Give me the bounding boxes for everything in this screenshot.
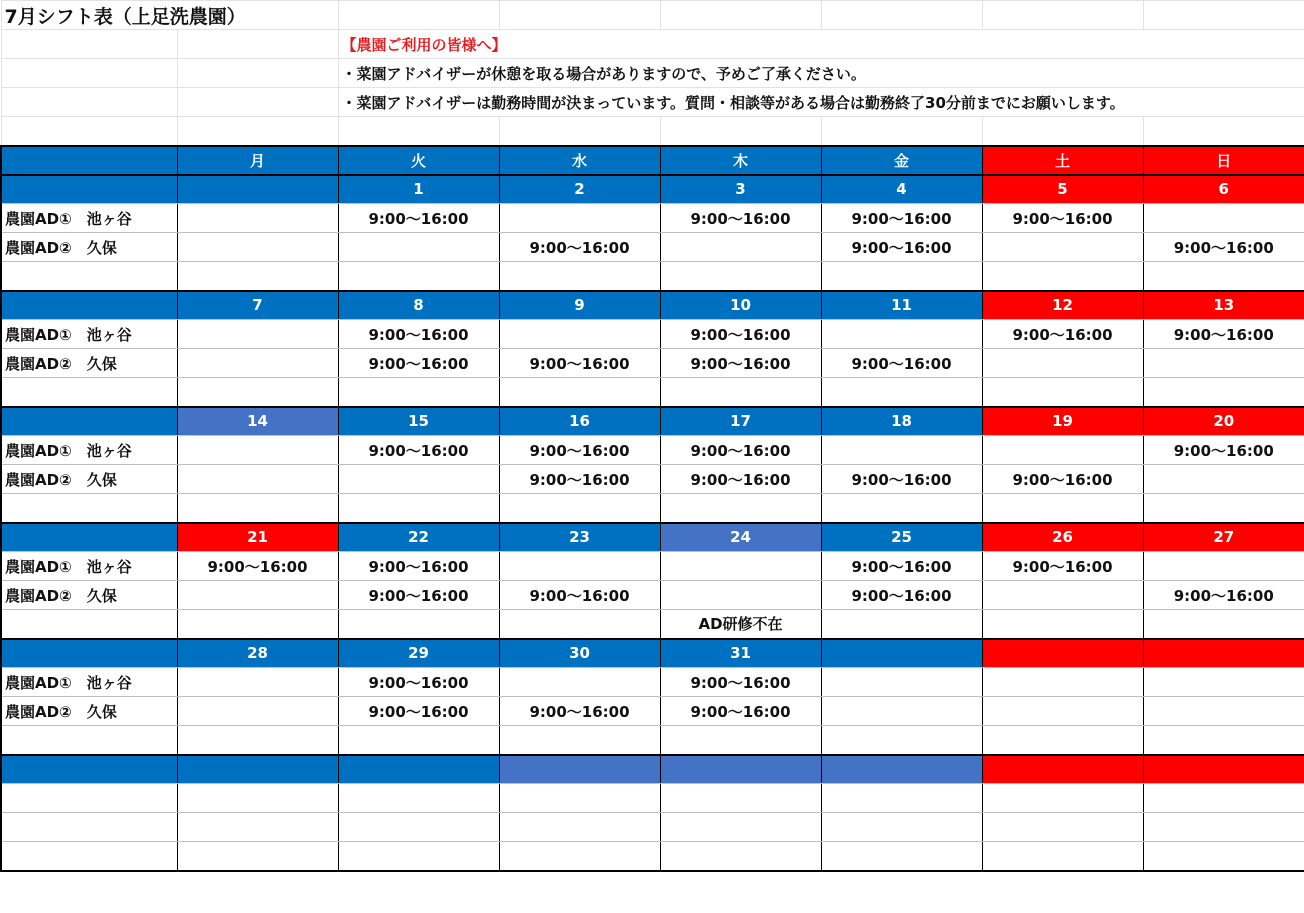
note-cell[interactable] <box>1143 262 1304 291</box>
shift-cell[interactable] <box>177 320 338 349</box>
date-cell[interactable]: 10 <box>660 291 821 320</box>
empty-cell[interactable] <box>499 813 660 842</box>
shift-cell[interactable]: 9:00〜16:00 <box>499 436 660 465</box>
note-cell[interactable] <box>982 726 1143 755</box>
shift-cell[interactable]: 9:00〜16:00 <box>499 465 660 494</box>
staff-name[interactable]: 農園AD① 池ヶ谷 <box>1 668 177 697</box>
note-label-cell[interactable] <box>1 262 177 291</box>
shift-cell[interactable]: 9:00〜16:00 <box>821 581 982 610</box>
date-row-label-cell[interactable] <box>1 175 177 204</box>
shift-cell[interactable] <box>338 233 499 262</box>
date-cell[interactable]: 17 <box>660 407 821 436</box>
note-cell[interactable] <box>821 610 982 639</box>
shift-cell[interactable]: 9:00〜16:00 <box>499 233 660 262</box>
shift-cell[interactable] <box>1143 668 1304 697</box>
shift-cell[interactable] <box>982 436 1143 465</box>
empty-cell[interactable] <box>177 784 338 813</box>
weekday-sun[interactable]: 日 <box>1143 146 1304 175</box>
empty-date-cell[interactable] <box>499 755 660 784</box>
empty-cell[interactable] <box>177 842 338 871</box>
shift-cell[interactable]: 9:00〜16:00 <box>338 552 499 581</box>
date-cell[interactable]: 2 <box>499 175 660 204</box>
note-cell[interactable] <box>660 262 821 291</box>
shift-cell[interactable] <box>177 697 338 726</box>
staff-name[interactable]: 農園AD② 久保 <box>1 465 177 494</box>
shift-cell[interactable]: 9:00〜16:00 <box>499 697 660 726</box>
shift-row <box>1 668 1304 697</box>
note-cell[interactable] <box>660 378 821 407</box>
shift-cell[interactable]: 9:00〜16:00 <box>338 436 499 465</box>
date-cell[interactable]: 16 <box>499 407 660 436</box>
shift-cell[interactable]: 9:00〜16:00 <box>338 668 499 697</box>
shift-cell[interactable] <box>1143 465 1304 494</box>
shift-cell[interactable] <box>982 349 1143 378</box>
page-title[interactable]: 7月シフト表（上足洗農園） <box>1 1 338 30</box>
shift-cell[interactable]: 9:00〜16:00 <box>821 204 982 233</box>
note-label-cell[interactable] <box>1 378 177 407</box>
shift-cell[interactable]: 9:00〜16:00 <box>1143 320 1304 349</box>
empty-cell[interactable] <box>1143 842 1304 871</box>
shift-cell[interactable] <box>982 581 1143 610</box>
empty-cell[interactable] <box>338 842 499 871</box>
empty-cell[interactable] <box>660 784 821 813</box>
date-cell[interactable]: 4 <box>821 175 982 204</box>
shift-cell[interactable] <box>982 668 1143 697</box>
date-row-label-cell[interactable] <box>1 523 177 552</box>
weekday-tue[interactable]: 火 <box>338 146 499 175</box>
shift-cell[interactable]: 9:00〜16:00 <box>177 552 338 581</box>
empty-date-cell[interactable] <box>1 755 177 784</box>
empty-cell[interactable] <box>1 813 177 842</box>
staff-name[interactable]: 農園AD① 池ヶ谷 <box>1 552 177 581</box>
shift-cell[interactable] <box>982 233 1143 262</box>
date-cell[interactable]: 30 <box>499 639 660 668</box>
note-row <box>1 610 1304 639</box>
date-cell[interactable]: 18 <box>821 407 982 436</box>
staff-name[interactable]: 農園AD② 久保 <box>1 233 177 262</box>
note-cell[interactable] <box>1143 610 1304 639</box>
shift-cell[interactable] <box>177 349 338 378</box>
empty-cell[interactable] <box>177 813 338 842</box>
shift-cell[interactable]: 9:00〜16:00 <box>338 697 499 726</box>
date-row <box>1 407 1304 436</box>
staff-name[interactable]: 農園AD② 久保 <box>1 349 177 378</box>
shift-row <box>1 233 1304 262</box>
weekday-wed[interactable]: 水 <box>499 146 660 175</box>
shift-cell[interactable] <box>1143 552 1304 581</box>
shift-cell[interactable] <box>499 668 660 697</box>
date-row-label-cell[interactable] <box>1 291 177 320</box>
empty-cell[interactable] <box>982 784 1143 813</box>
note-cell[interactable] <box>177 726 338 755</box>
shift-row <box>1 581 1304 610</box>
empty-date-cell[interactable] <box>982 755 1143 784</box>
note-cell[interactable] <box>499 726 660 755</box>
shift-cell[interactable] <box>821 668 982 697</box>
empty-date-row <box>1 755 1304 784</box>
note-cell[interactable] <box>338 726 499 755</box>
note-row <box>1 378 1304 407</box>
shift-cell[interactable]: 9:00〜16:00 <box>660 204 821 233</box>
note-cell[interactable] <box>338 262 499 291</box>
note-cell[interactable] <box>821 378 982 407</box>
note-cell[interactable] <box>982 610 1143 639</box>
shift-cell[interactable] <box>499 320 660 349</box>
date-cell[interactable] <box>1143 639 1304 668</box>
shift-cell[interactable] <box>177 436 338 465</box>
staff-name[interactable]: 農園AD① 池ヶ谷 <box>1 204 177 233</box>
shift-cell[interactable]: 9:00〜16:00 <box>338 320 499 349</box>
empty-cell[interactable] <box>821 842 982 871</box>
empty-date-cell[interactable] <box>177 755 338 784</box>
shift-row <box>1 465 1304 494</box>
date-row <box>1 523 1304 552</box>
shift-cell[interactable] <box>177 668 338 697</box>
notice-line-1[interactable]: ・菜園アドバイザーが休憩を取る場合がありますので、予めご了承ください。 <box>338 59 1304 88</box>
date-cell[interactable]: 8 <box>338 291 499 320</box>
empty-row <box>1 842 1304 871</box>
empty-cell[interactable] <box>338 813 499 842</box>
shift-cell[interactable]: 9:00〜16:00 <box>660 668 821 697</box>
notice-line-2[interactable]: ・菜園アドバイザーは勤務時間が決まっています。質問・相談等がある場合は勤務終了30分前までにお願いします。 <box>338 88 1304 117</box>
note-cell[interactable] <box>499 494 660 523</box>
shift-cell[interactable]: 9:00〜16:00 <box>499 349 660 378</box>
note-cell[interactable] <box>660 494 821 523</box>
date-cell[interactable]: 21 <box>177 523 338 552</box>
shift-cell[interactable]: 9:00〜16:00 <box>982 465 1143 494</box>
date-cell[interactable]: 13 <box>1143 291 1304 320</box>
shift-cell[interactable] <box>660 233 821 262</box>
shift-cell[interactable] <box>177 581 338 610</box>
empty-cell[interactable] <box>982 842 1143 871</box>
note-cell[interactable] <box>982 262 1143 291</box>
shift-cell[interactable]: 9:00〜16:00 <box>821 552 982 581</box>
note-cell[interactable] <box>177 262 338 291</box>
shift-cell[interactable] <box>177 233 338 262</box>
date-cell[interactable]: 29 <box>338 639 499 668</box>
date-cell[interactable]: 9 <box>499 291 660 320</box>
shift-row <box>1 349 1304 378</box>
shift-cell[interactable]: 9:00〜16:00 <box>821 349 982 378</box>
note-cell[interactable]: AD研修不在 <box>660 610 821 639</box>
shift-cell[interactable] <box>821 436 982 465</box>
shift-cell[interactable]: 9:00〜16:00 <box>821 465 982 494</box>
date-cell[interactable]: 23 <box>499 523 660 552</box>
shift-cell[interactable] <box>338 465 499 494</box>
empty-date-cell[interactable] <box>660 755 821 784</box>
shift-cell[interactable] <box>660 552 821 581</box>
date-cell[interactable]: 6 <box>1143 175 1304 204</box>
shift-cell[interactable] <box>1143 349 1304 378</box>
date-cell[interactable]: 14 <box>177 407 338 436</box>
shift-cell[interactable]: 9:00〜16:00 <box>660 320 821 349</box>
note-cell[interactable] <box>1143 494 1304 523</box>
note-cell[interactable] <box>660 726 821 755</box>
shift-cell[interactable]: 9:00〜16:00 <box>660 697 821 726</box>
empty-cell[interactable] <box>821 784 982 813</box>
shift-cell[interactable] <box>982 697 1143 726</box>
note-cell[interactable] <box>177 494 338 523</box>
date-row-label-cell[interactable] <box>1 639 177 668</box>
shift-row <box>1 204 1304 233</box>
date-cell[interactable]: 31 <box>660 639 821 668</box>
weekday-fri[interactable]: 金 <box>821 146 982 175</box>
date-cell[interactable]: 20 <box>1143 407 1304 436</box>
note-label-cell[interactable] <box>1 726 177 755</box>
note-cell[interactable] <box>1143 378 1304 407</box>
date-row <box>1 175 1304 204</box>
note-row <box>1 262 1304 291</box>
weekday-header-row <box>1 146 1304 175</box>
shift-cell[interactable]: 9:00〜16:00 <box>982 552 1143 581</box>
empty-cell[interactable] <box>1 842 177 871</box>
empty-date-cell[interactable] <box>821 755 982 784</box>
shift-cell[interactable] <box>821 697 982 726</box>
date-cell[interactable] <box>982 639 1143 668</box>
date-row-label-cell[interactable] <box>1 407 177 436</box>
note-cell[interactable] <box>821 262 982 291</box>
date-cell[interactable]: 28 <box>177 639 338 668</box>
shift-cell[interactable]: 9:00〜16:00 <box>338 204 499 233</box>
note-cell[interactable] <box>1143 726 1304 755</box>
date-cell[interactable]: 12 <box>982 291 1143 320</box>
shift-cell[interactable]: 9:00〜16:00 <box>660 465 821 494</box>
note-cell[interactable] <box>499 262 660 291</box>
staff-name[interactable]: 農園AD② 久保 <box>1 697 177 726</box>
shift-row <box>1 436 1304 465</box>
note-cell[interactable] <box>982 378 1143 407</box>
date-cell[interactable]: 25 <box>821 523 982 552</box>
date-cell[interactable]: 15 <box>338 407 499 436</box>
note-cell[interactable] <box>338 494 499 523</box>
date-cell[interactable]: 3 <box>660 175 821 204</box>
empty-date-cell[interactable] <box>338 755 499 784</box>
shift-cell[interactable] <box>821 320 982 349</box>
shift-row <box>1 320 1304 349</box>
date-cell[interactable]: 24 <box>660 523 821 552</box>
empty-cell[interactable] <box>338 784 499 813</box>
empty-cell[interactable] <box>1143 813 1304 842</box>
note-cell[interactable] <box>177 378 338 407</box>
shift-cell[interactable]: 9:00〜16:00 <box>338 349 499 378</box>
note-cell[interactable] <box>821 726 982 755</box>
note-cell[interactable] <box>499 610 660 639</box>
shift-cell[interactable] <box>499 552 660 581</box>
date-cell[interactable]: 11 <box>821 291 982 320</box>
shift-cell[interactable]: 9:00〜16:00 <box>338 581 499 610</box>
empty-row <box>1 813 1304 842</box>
weekday-sat[interactable]: 土 <box>982 146 1143 175</box>
shift-cell[interactable] <box>499 204 660 233</box>
shift-cell[interactable]: 9:00〜16:00 <box>660 436 821 465</box>
date-cell[interactable]: 7 <box>177 291 338 320</box>
date-cell[interactable]: 26 <box>982 523 1143 552</box>
shift-cell[interactable]: 9:00〜16:00 <box>1143 436 1304 465</box>
note-cell[interactable] <box>177 610 338 639</box>
staff-name[interactable]: 農園AD② 久保 <box>1 581 177 610</box>
empty-cell[interactable] <box>499 842 660 871</box>
date-cell[interactable] <box>177 175 338 204</box>
staff-name[interactable]: 農園AD① 池ヶ谷 <box>1 436 177 465</box>
shift-cell[interactable]: 9:00〜16:00 <box>660 349 821 378</box>
staff-name[interactable]: 農園AD① 池ヶ谷 <box>1 320 177 349</box>
date-cell[interactable]: 19 <box>982 407 1143 436</box>
notice-heading[interactable]: 【農園ご利用の皆様へ】 <box>338 30 1304 59</box>
note-cell[interactable] <box>982 494 1143 523</box>
shift-cell[interactable]: 9:00〜16:00 <box>982 320 1143 349</box>
date-cell[interactable]: 1 <box>338 175 499 204</box>
empty-cell[interactable] <box>499 784 660 813</box>
empty-cell[interactable] <box>1143 784 1304 813</box>
shift-cell[interactable] <box>660 581 821 610</box>
note-label-cell[interactable] <box>1 610 177 639</box>
empty-cell[interactable] <box>1 784 177 813</box>
empty-cell[interactable] <box>821 813 982 842</box>
shift-cell[interactable] <box>177 204 338 233</box>
empty-cell[interactable] <box>982 813 1143 842</box>
shift-row <box>1 552 1304 581</box>
empty-date-cell[interactable] <box>1143 755 1304 784</box>
note-cell[interactable] <box>821 494 982 523</box>
note-row <box>1 494 1304 523</box>
shift-cell[interactable]: 9:00〜16:00 <box>1143 581 1304 610</box>
date-cell[interactable] <box>821 639 982 668</box>
note-cell[interactable] <box>338 610 499 639</box>
date-row <box>1 291 1304 320</box>
date-cell[interactable]: 27 <box>1143 523 1304 552</box>
shift-cell[interactable]: 9:00〜16:00 <box>1143 233 1304 262</box>
date-cell[interactable]: 5 <box>982 175 1143 204</box>
weekday-mon[interactable]: 月 <box>177 146 338 175</box>
note-cell[interactable] <box>499 378 660 407</box>
shift-row <box>1 697 1304 726</box>
note-row <box>1 726 1304 755</box>
shift-cell[interactable] <box>177 465 338 494</box>
weekday-thu[interactable]: 木 <box>660 146 821 175</box>
empty-cell[interactable] <box>660 842 821 871</box>
shift-cell[interactable]: 9:00〜16:00 <box>982 204 1143 233</box>
shift-cell[interactable] <box>1143 697 1304 726</box>
shift-cell[interactable]: 9:00〜16:00 <box>499 581 660 610</box>
date-cell[interactable]: 22 <box>338 523 499 552</box>
shift-cell[interactable]: 9:00〜16:00 <box>821 233 982 262</box>
shift-cell[interactable] <box>1143 204 1304 233</box>
note-cell[interactable] <box>338 378 499 407</box>
empty-cell[interactable] <box>660 813 821 842</box>
empty-row <box>1 784 1304 813</box>
header-corner-cell[interactable] <box>1 146 177 175</box>
date-row <box>1 639 1304 668</box>
note-label-cell[interactable] <box>1 494 177 523</box>
